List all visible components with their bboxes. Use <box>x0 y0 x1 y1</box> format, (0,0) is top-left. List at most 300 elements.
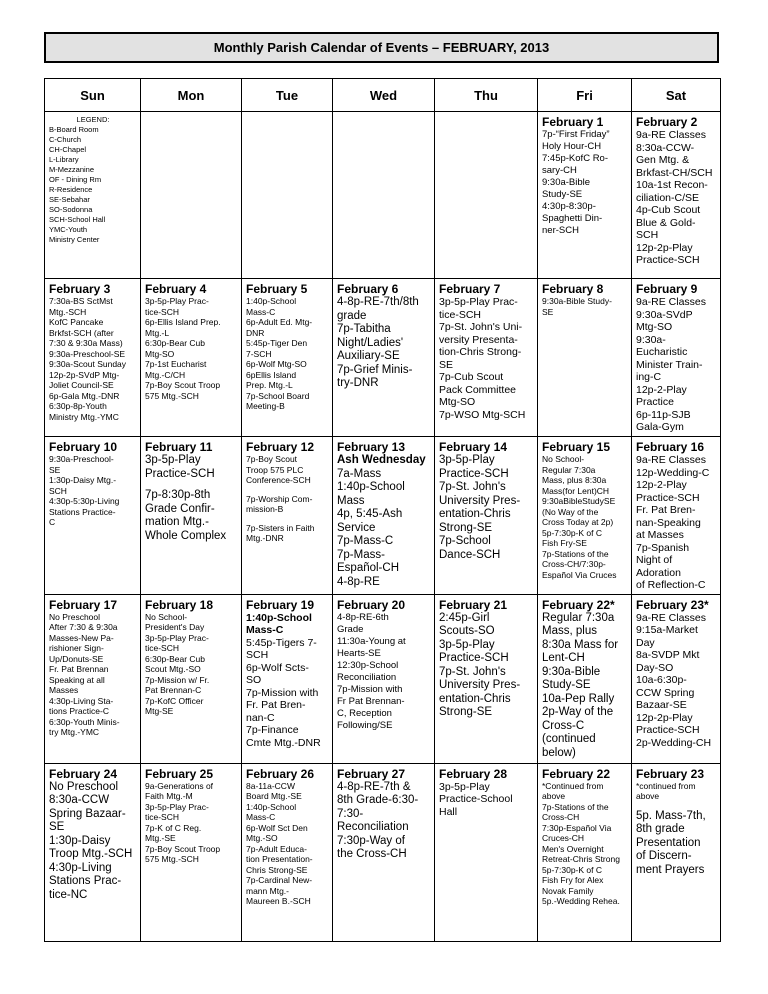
event-line: 10a-1st Recon- <box>636 179 708 191</box>
event-line: Men's Overnight <box>542 843 604 854</box>
event-line: Gen Mtg. & <box>636 154 690 166</box>
event-line: 7p-Adult Educa- <box>246 843 307 854</box>
day-date-label: February 23* <box>636 597 709 612</box>
day-cell <box>242 594 333 763</box>
event-line: 11:30a-Young at <box>337 635 406 647</box>
event-line: 7-SCH <box>246 348 272 359</box>
event-line: Dance-SCH <box>439 548 501 561</box>
event-spacer <box>246 486 329 494</box>
event-line: 4:30p-8:30p- <box>542 201 596 212</box>
event-line: Meeting-B <box>246 401 285 412</box>
empty-day-cell <box>435 112 538 279</box>
day-events <box>49 115 137 245</box>
event-line: 8:30a-CCW <box>49 794 110 807</box>
event-line: nan-C <box>246 711 275 724</box>
day-events <box>337 454 431 589</box>
event-line: 12p-2-Play <box>636 383 687 396</box>
event-line: Grade Confir- <box>145 502 215 515</box>
event-line: 2p-Way of the <box>542 706 614 719</box>
event-line: Hearts-SE <box>337 647 381 659</box>
event-line: 8th grade <box>636 823 685 836</box>
event-line: President's Day <box>145 622 205 633</box>
event-line: 7p-Worship Com- <box>246 493 313 504</box>
day-cell <box>538 112 632 279</box>
event-line: Pat Brennan-C <box>145 685 202 696</box>
event-line: Up/Donuts-SE <box>49 653 104 664</box>
event-line: Fr Pat Brennan- <box>337 695 405 707</box>
day-date-label: February 12 <box>246 440 315 455</box>
event-line: Ash Wednesday <box>337 454 426 467</box>
event-line: 12p-2p-SVdP Mtg- <box>49 369 120 380</box>
event-line: Faith Mtg.-M <box>145 791 193 802</box>
event-line: Prep. Mtg.-L <box>246 380 293 391</box>
event-line: Retreat-Chris Strong <box>542 854 620 865</box>
day-date-label: February 28 <box>439 766 508 781</box>
day-cell <box>435 763 538 941</box>
event-line: Cross-C <box>542 719 585 732</box>
event-line: Minister Train- <box>636 358 703 371</box>
event-line: Fr. Pat Bren- <box>636 504 696 517</box>
event-line: at Masses <box>636 529 684 542</box>
event-line: SE-Sebahar <box>49 195 90 204</box>
event-line: 7p-Mass- <box>337 548 385 561</box>
event-line: SE <box>49 464 61 475</box>
event-line: versity Presenta- <box>439 333 518 346</box>
event-line: University Pres- <box>439 679 521 692</box>
event-line: tion-Chris Strong- <box>439 346 522 359</box>
event-line: Conference-SCH <box>246 475 311 486</box>
event-line: 6p-Wolf Scts- <box>246 661 309 674</box>
event-line: No Preschool <box>49 611 101 622</box>
event-line: C, Reception <box>337 707 392 719</box>
event-line: Grade <box>337 623 364 635</box>
event-line: 9a-RE Classes <box>636 129 707 141</box>
event-line: 7p-Grief Minis- <box>337 363 413 376</box>
event-line: Mtg.-SO <box>246 833 278 844</box>
day-date-label: February 27 <box>337 766 406 781</box>
event-line: 7p-School <box>439 535 491 548</box>
event-line: Masses-New Pa- <box>49 632 114 643</box>
event-line: 7p-School Board <box>246 390 310 401</box>
day-events <box>542 129 628 237</box>
event-line: Novak Family <box>542 885 594 896</box>
day-date-label: February 23 <box>636 766 705 781</box>
event-line: R-Residence <box>49 185 93 194</box>
day-date-label: February 11 <box>145 440 213 455</box>
day-date-label: February 13 <box>337 440 406 455</box>
event-line: Troop 575 PLC <box>246 464 304 475</box>
day-events <box>636 129 717 267</box>
event-line: Cross Today at 2p) <box>542 517 614 528</box>
event-line: tice-SCH <box>439 308 482 321</box>
event-line: 9a-RE Classes <box>636 296 707 309</box>
event-line: 7p-8:30p-8th <box>145 489 211 502</box>
event-line: 5p.-Wedding Rehea. <box>542 896 620 907</box>
event-line: 9:30a-Bible <box>542 177 591 188</box>
event-line: 6:30p-Bear Cub <box>145 338 206 349</box>
day-cell <box>632 437 721 595</box>
event-line: Reconciliation <box>337 671 397 683</box>
day-date-label: February 25 <box>145 766 214 781</box>
event-line: 3p-5p-Play <box>145 454 201 467</box>
event-line: Mtg-SO <box>636 321 673 334</box>
event-line: 7p-Boy Scout <box>246 454 298 465</box>
day-cell <box>435 594 538 763</box>
event-line: 9a-Generations of <box>145 780 214 791</box>
event-line: 7p-Stations of the <box>542 548 609 559</box>
event-line: 6pEllis Island <box>246 369 297 380</box>
event-line: After 7:30 & 9:30a <box>49 622 118 633</box>
event-line: Masses <box>49 685 79 696</box>
day-date-label: February 22 <box>542 766 611 781</box>
event-line: Study-SE <box>542 189 583 200</box>
day-events <box>145 781 238 865</box>
event-line: 4-8p-RE-6th <box>337 611 389 623</box>
day-date-label: February 1 <box>542 115 604 129</box>
empty-day-cell <box>333 112 435 279</box>
day-cell <box>141 763 242 941</box>
day-events <box>337 296 431 391</box>
event-line: 7:30p-Way of <box>337 834 405 847</box>
day-events <box>439 296 534 421</box>
day-cell <box>45 279 141 437</box>
event-line: SO <box>246 674 262 687</box>
event-line: Practice-SCH <box>636 491 700 504</box>
event-line: Holy Hour-CH <box>542 141 602 152</box>
event-line: tions Practice-C <box>49 706 109 717</box>
event-line: 9a-RE Classes <box>636 454 707 467</box>
event-line: 7:30- <box>337 807 364 820</box>
weekday-tue: Tue <box>242 79 333 112</box>
day-date-label: February 5 <box>246 282 308 297</box>
event-line: 1:40p-School <box>337 481 405 494</box>
event-line: Mtg.-DNR <box>246 533 284 544</box>
event-line: 7p-Mission with <box>246 686 319 699</box>
event-line: 6p-Wolf Mtg-SO <box>246 359 307 370</box>
event-line: Board Mtg.-SE <box>246 791 302 802</box>
event-line: Blue & Gold- <box>636 216 696 229</box>
event-spacer <box>145 481 238 489</box>
event-line: 3p-5p-Play Prac- <box>439 296 518 309</box>
event-line: 8th Grade-6:30- <box>337 794 419 807</box>
event-line: above <box>542 791 566 802</box>
day-events <box>246 612 329 750</box>
event-line: mann Mtg.- <box>246 885 289 896</box>
event-line: 7p-St. John's <box>439 481 506 494</box>
day-events <box>439 781 534 819</box>
day-events <box>246 781 329 907</box>
event-line: Night/Ladies' <box>337 336 404 349</box>
event-line: Fish Fry for Alex <box>542 875 604 886</box>
event-line: SE <box>439 358 454 371</box>
event-line: Mass-C <box>246 812 276 823</box>
event-line: SCH <box>246 649 269 662</box>
event-line: 7p-Sisters in Faith <box>246 522 315 533</box>
event-line: 4-8p-RE-7th & <box>337 780 411 793</box>
event-line: Strong-SE <box>439 521 493 534</box>
event-line: 8:30a-CCW- <box>636 141 695 154</box>
event-line: 7:45p-KofC Ro- <box>542 153 609 164</box>
event-line: (No Way of the <box>542 506 599 517</box>
weekday-fri: Fri <box>538 79 632 112</box>
day-cell <box>435 437 538 595</box>
event-line: SCH <box>49 485 67 496</box>
day-cell <box>538 279 632 437</box>
event-line: Night of Adoration <box>636 554 681 579</box>
event-line: Mass <box>337 494 365 507</box>
day-events <box>246 454 329 544</box>
event-line: 6p-Wolf Sct Den <box>246 822 308 833</box>
event-line: Day <box>636 636 655 649</box>
event-line: 4:30p-Living <box>49 861 112 874</box>
event-line: SE <box>49 821 65 834</box>
event-line: 7p-Cardinal New- <box>246 875 313 886</box>
event-line: Auxiliary-SE <box>337 350 400 363</box>
day-cell <box>632 763 721 941</box>
day-events <box>49 454 137 528</box>
event-line: 575 Mtg.-SCH <box>145 390 199 401</box>
day-events <box>636 781 717 878</box>
event-line: Reconciliation <box>337 821 409 834</box>
event-line: Mass-C <box>246 306 276 317</box>
day-date-label: February 21 <box>439 597 508 612</box>
event-line: 4-8p-RE <box>337 575 380 588</box>
event-line: tice-SCH <box>145 306 180 317</box>
day-events <box>542 296 628 317</box>
event-line: Presentation <box>636 836 701 849</box>
event-line: 7p-Mission w/ Fr. <box>145 674 210 685</box>
event-line: rishioner Sign- <box>49 643 104 654</box>
day-events <box>145 454 238 543</box>
event-line: Brkfast-CH/SCH <box>636 166 713 179</box>
event-line: SE <box>542 306 554 317</box>
event-line: 10a-6:30p- <box>636 674 687 687</box>
event-line: Mtg.-C/CH <box>145 369 186 380</box>
event-line: 3p-5p-Play Prac- <box>145 632 209 643</box>
event-line: Stations Prac- <box>49 875 122 888</box>
event-line: 9:30a- <box>636 333 666 346</box>
day-cell <box>632 112 721 279</box>
week-row <box>45 763 721 941</box>
event-line: Lent-CH <box>542 652 585 665</box>
event-line: the Cross-CH <box>337 848 407 861</box>
event-line: 5p-7:30p-K of C <box>542 864 603 875</box>
event-line: Mass, plus 8:30a <box>542 475 607 486</box>
event-line: Practice-SCH <box>439 652 509 665</box>
event-line: Cmte Mtg.-DNR <box>246 736 321 749</box>
event-line: Practice-SCH <box>636 254 700 266</box>
event-line: Brkfst-SCH (after <box>49 327 114 338</box>
event-line: ment Prayers <box>636 863 705 876</box>
event-line: 4:30p-5:30p-Living <box>49 496 120 507</box>
event-line: 5:45p-Tiger Den <box>246 338 308 349</box>
week-row <box>45 112 721 279</box>
event-line: 4:30p-Living Sta- <box>49 695 114 706</box>
event-line: Mass, plus <box>542 625 597 638</box>
event-line: Regular 7:30a <box>542 611 615 624</box>
weekday-sun: Sun <box>45 79 141 112</box>
event-line: 9:30a-Preschool- <box>49 454 114 465</box>
event-line: tion Presentation- <box>246 854 313 865</box>
event-line: Practice-SCH <box>145 467 215 480</box>
event-line: No School- <box>542 454 585 465</box>
event-line: 7p-Boy Scout Troop <box>145 380 221 391</box>
weekday-mon: Mon <box>141 79 242 112</box>
event-line: ner-SCH <box>542 225 579 236</box>
event-line: Cross-CH <box>542 812 580 823</box>
event-line: 575 Mtg.-SCH <box>145 854 199 865</box>
event-line: Practice-SCH <box>439 467 509 480</box>
legend-cell <box>45 112 141 279</box>
event-line: 12p-2p-Play <box>636 711 693 724</box>
day-date-label: February 17 <box>49 597 118 612</box>
event-line: Troop Mtg.-SCH <box>49 848 133 861</box>
event-line: Ministry Mtg.-YMC <box>49 411 119 422</box>
event-line: SCH-School Hall <box>49 215 106 224</box>
day-cell <box>632 594 721 763</box>
day-events <box>542 454 628 580</box>
weekday-sat: Sat <box>632 79 721 112</box>
event-line: *Continued from <box>542 780 604 791</box>
event-line: 12:30p-School <box>337 659 399 671</box>
event-line: 1:40p-School <box>246 801 297 812</box>
event-line: 7p-St. John's Uni- <box>439 321 523 334</box>
event-line: ciliation-C/SE <box>636 191 700 204</box>
event-line: 6p-Gala Mtg.-DNR <box>49 390 120 401</box>
day-cell <box>333 594 435 763</box>
day-events <box>145 612 238 717</box>
event-line: OF - Dining Rm <box>49 175 102 184</box>
day-date-label: February 26 <box>246 766 315 781</box>
event-line: 6:30p-8p-Youth <box>49 401 107 412</box>
event-line: No School- <box>145 611 188 622</box>
empty-day-cell <box>242 112 333 279</box>
event-line: Español Via Cruces <box>542 569 617 580</box>
day-cell <box>141 437 242 595</box>
event-spacer <box>246 515 329 523</box>
day-cell <box>141 594 242 763</box>
event-line: Day-SO <box>636 661 674 674</box>
day-events <box>439 454 534 562</box>
day-cell <box>242 763 333 941</box>
weekday-wed: Wed <box>333 79 435 112</box>
event-line: 1:40p-School <box>246 296 297 307</box>
calendar-title: Monthly Parish Calendar of Events – FEBRUARY, 2013 <box>44 32 719 63</box>
event-line: 8:30a Mass for <box>542 638 619 651</box>
event-line: YMC-Youth <box>49 225 88 234</box>
day-date-label: February 6 <box>337 282 399 297</box>
event-line: 7a-Mass <box>337 467 382 480</box>
event-line: 3p-5p-Play Prac- <box>145 296 209 307</box>
event-line: Speaking at all <box>49 674 105 685</box>
event-line: Mtg.-L <box>145 327 170 338</box>
event-line: SO-Sodonna <box>49 205 93 214</box>
event-line: University Pres- <box>439 494 521 507</box>
event-line: 4p, 5:45-Ash <box>337 508 403 521</box>
day-events <box>337 781 431 862</box>
event-line: tice-SCH <box>145 812 180 823</box>
day-cell <box>538 437 632 595</box>
event-line: 9:30a-Bible Study- <box>542 296 612 307</box>
event-line: Chris Strong-SE <box>246 864 308 875</box>
event-line: Bazaar-SE <box>636 699 687 712</box>
event-line: 7p-Mass-C <box>337 535 394 548</box>
event-line: Practice-SCH <box>636 724 700 737</box>
event-line: Spaghetti Din- <box>542 213 603 224</box>
day-cell <box>435 279 538 437</box>
day-events <box>49 612 137 738</box>
event-line: 3p-5p-Play <box>439 638 495 651</box>
event-line: Gala-Gym <box>636 421 684 434</box>
day-date-label: February 24 <box>49 766 118 781</box>
event-line: Scouts-SO <box>439 625 495 638</box>
event-line: DNR <box>246 327 265 338</box>
weekday-header-row <box>45 79 721 112</box>
day-cell <box>45 594 141 763</box>
event-line: Study-SE <box>542 679 591 692</box>
event-line: 10a-Pep Rally <box>542 692 615 705</box>
event-line: 7p-Boy Scout Troop <box>145 843 221 854</box>
day-events <box>145 296 238 401</box>
day-date-label: February 8 <box>542 282 604 297</box>
day-cell <box>538 763 632 941</box>
event-line: 9:30a-Scout Sunday <box>49 359 127 370</box>
event-line: entation-Chris <box>439 508 511 521</box>
event-line: Mtg.-SCH <box>49 306 87 317</box>
day-cell <box>45 763 141 941</box>
event-line: Practice <box>636 396 674 409</box>
event-line: 4-8p-RE-7th/8th <box>337 296 419 309</box>
event-line: Mass-C <box>246 624 284 637</box>
event-line: 6:30p-Bear Cub <box>145 653 206 664</box>
event-line: 6p-Ellis Island Prep. <box>145 317 221 328</box>
event-spacer <box>636 802 717 810</box>
day-date-label: February 9 <box>636 282 698 297</box>
week-row <box>45 279 721 437</box>
event-line: 7p-Cub Scout <box>439 371 504 384</box>
day-cell <box>242 279 333 437</box>
event-line: Regular 7:30a <box>542 464 596 475</box>
event-line: 7p-Finance <box>246 724 299 737</box>
event-line: Mtg-SO <box>145 348 175 359</box>
event-line: 8a-11a-CCW <box>246 780 295 791</box>
day-events <box>246 296 329 412</box>
event-line: 9a-RE Classes <box>636 611 707 624</box>
day-date-label: February 20 <box>337 597 406 612</box>
event-line: 1:40p-School <box>246 611 312 624</box>
event-line: tice-SCH <box>145 643 180 654</box>
event-line: Stations Practice- <box>49 506 116 517</box>
day-events <box>636 296 717 434</box>
weekday-thu: Thu <box>435 79 538 112</box>
event-line: Following/SE <box>337 719 393 731</box>
event-line: 7p-WSO Mtg-SCH <box>439 408 526 421</box>
day-events <box>49 296 137 422</box>
event-line: 12p-2-Play <box>636 479 687 492</box>
event-line: 7p-Stations of the <box>542 801 609 812</box>
event-line: *continued from above <box>636 780 698 802</box>
day-cell <box>242 437 333 595</box>
event-line: 7p-K of C Reg. <box>145 822 202 833</box>
event-line: Service <box>337 521 376 534</box>
event-line: Scout Mtg.-SO <box>145 664 201 675</box>
event-line: LEGEND: <box>76 115 110 124</box>
day-events <box>542 781 628 907</box>
day-events <box>542 612 628 761</box>
event-line: mission-B <box>246 504 284 515</box>
event-line: nan-Speaking <box>636 516 701 529</box>
event-line: 3p-5p-Play Prac- <box>145 801 209 812</box>
